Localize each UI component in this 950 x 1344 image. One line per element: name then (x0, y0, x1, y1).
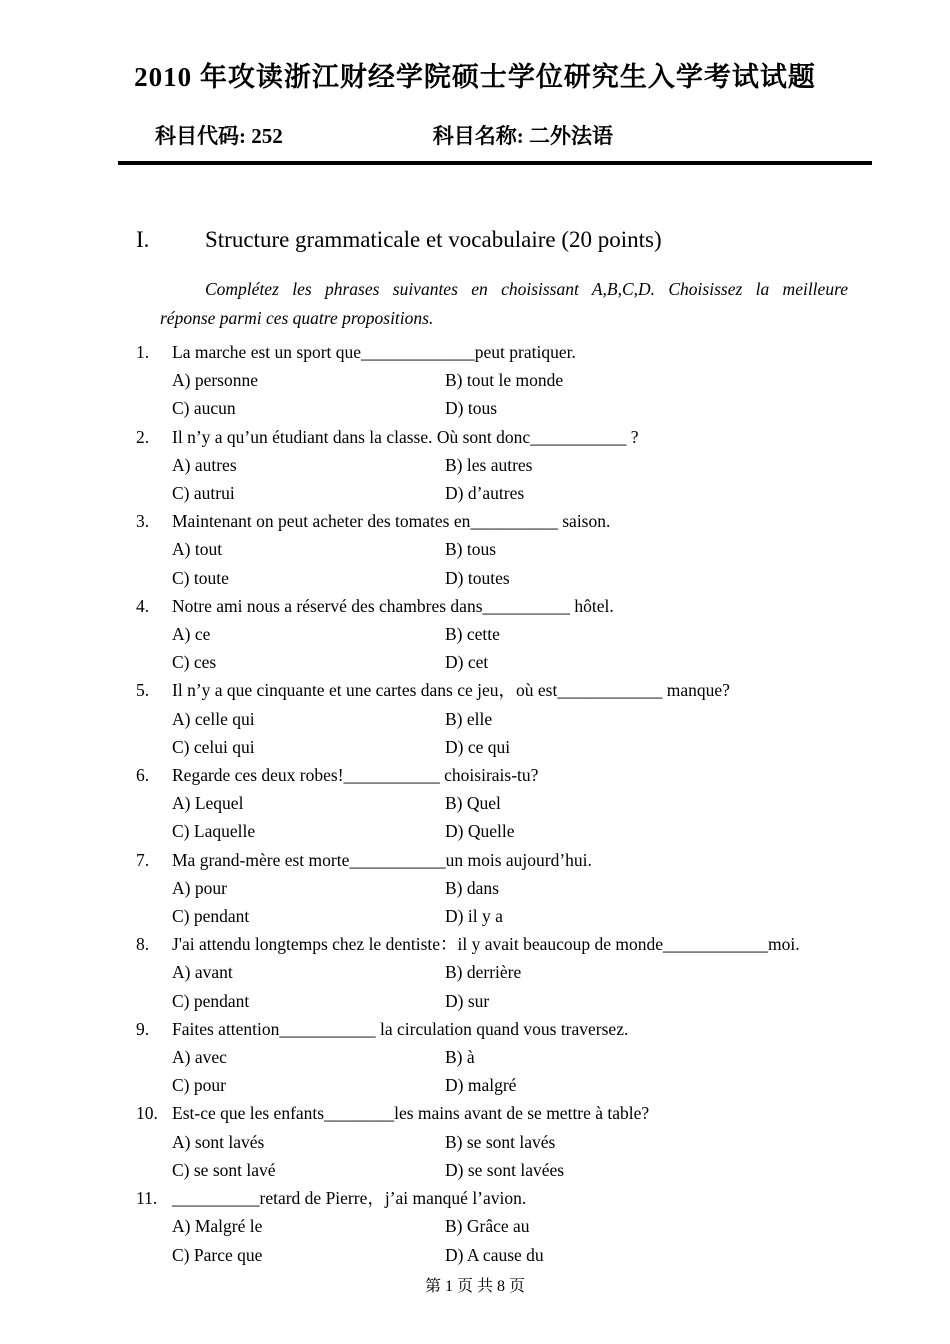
option-d: D) ce qui (445, 736, 511, 757)
option-a: A) celle qui (172, 708, 255, 729)
option-row-cd (0, 1241, 950, 1269)
option-row-ab (0, 705, 950, 733)
question-item (0, 507, 950, 592)
option-c: C) ces (172, 652, 217, 673)
option-c: C) pendant (172, 990, 250, 1011)
question-number: 8. (136, 934, 150, 955)
question-number: 5. (136, 680, 150, 701)
question-text: Il n’y a qu’un étudiant dans la classe. Où sont donc___________ ? (172, 426, 639, 447)
option-row-ab (0, 958, 950, 986)
option-a: A) Lequel (172, 793, 244, 814)
exam-title: 2010 年攻读浙江财经学院硕士学位研究生入学考试试题 (134, 62, 816, 92)
subject-name: 科目名称: 二外法语 (432, 124, 613, 148)
option-a: A) pour (172, 877, 227, 898)
option-a: A) ce (172, 624, 211, 645)
question-line (0, 1099, 950, 1127)
option-b: B) dans (445, 877, 499, 898)
option-d: D) cet (445, 652, 489, 673)
option-row-cd (0, 1156, 950, 1184)
option-c: C) Parce que (172, 1244, 263, 1265)
option-row-ab (0, 451, 950, 479)
option-d: D) se sont lavées (445, 1159, 565, 1180)
option-row-cd (0, 648, 950, 676)
subject-line (0, 124, 950, 148)
option-row-cd (0, 987, 950, 1015)
section-title: Structure grammaticale et vocabulaire (20 points) (205, 227, 662, 252)
section-numeral: I. (136, 227, 150, 252)
option-row-cd (0, 479, 950, 507)
option-row-ab (0, 1043, 950, 1071)
question-item (0, 761, 950, 846)
option-b: B) cette (445, 624, 500, 645)
option-d: D) A cause du (445, 1244, 544, 1265)
option-d: D) Quelle (445, 821, 515, 842)
question-line (0, 338, 950, 366)
question-list (0, 338, 950, 1269)
option-row-cd (0, 1071, 950, 1099)
question-number: 11. (136, 1188, 158, 1209)
question-item (0, 1099, 950, 1184)
option-row-ab (0, 874, 950, 902)
question-text: Notre ami nous a réservé des chambres dans__________ hôtel. (172, 595, 614, 616)
option-row-ab (0, 789, 950, 817)
question-line (0, 592, 950, 620)
option-c: C) Laquelle (172, 821, 256, 842)
option-c: C) pendant (172, 906, 250, 927)
question-text: Il n’y a que cinquante et une cartes dans ce jeu，où est____________ manque? (172, 680, 730, 701)
option-d: D) toutes (445, 567, 510, 588)
option-a: A) sont lavés (172, 1131, 265, 1152)
option-row-cd (0, 733, 950, 761)
question-item (0, 1184, 950, 1269)
option-a: A) tout (172, 539, 223, 560)
option-row-ab (0, 620, 950, 648)
option-c: C) toute (172, 567, 229, 588)
option-a: A) Malgré le (172, 1216, 263, 1237)
section-heading (0, 225, 950, 254)
option-a: A) avec (172, 1047, 227, 1068)
question-line (0, 676, 950, 704)
question-number: 2. (136, 426, 150, 447)
option-d: D) malgré (445, 1075, 517, 1096)
option-c: C) celui qui (172, 736, 255, 757)
question-line (0, 761, 950, 789)
option-row-ab (0, 1128, 950, 1156)
option-c: C) aucun (172, 398, 236, 419)
question-item (0, 592, 950, 677)
option-b: B) tous (445, 539, 497, 560)
question-text: J'ai attendu longtemps chez le dentiste：il y avait beaucoup de monde____________moi. (172, 934, 800, 955)
option-b: B) Quel (445, 793, 501, 814)
question-number: 1. (136, 342, 150, 362)
option-a: A) autres (172, 454, 237, 475)
option-row-cd (0, 902, 950, 930)
option-c: C) se sont lavé (172, 1159, 276, 1180)
option-b: B) tout le monde (445, 370, 564, 391)
option-b: B) les autres (445, 454, 533, 475)
option-c: C) autrui (172, 483, 235, 504)
question-number: 7. (136, 849, 150, 870)
question-line (0, 507, 950, 535)
option-b: B) à (445, 1047, 475, 1068)
question-item (0, 423, 950, 508)
question-item (0, 846, 950, 931)
option-row-ab (0, 366, 950, 394)
option-b: B) se sont lavés (445, 1131, 556, 1152)
question-text: Faites attention___________ la circulation quand vous traversez. (172, 1018, 629, 1039)
instructions-line: réponse parmi ces quatre propositions. (160, 308, 434, 328)
question-number: 9. (136, 1018, 150, 1039)
option-b: B) elle (445, 708, 493, 729)
question-text: Regarde ces deux robes!___________ choisirais-tu? (172, 765, 539, 786)
question-item (0, 930, 950, 1015)
question-line (0, 1015, 950, 1043)
question-text: Maintenant on peut acheter des tomates en__________ saison. (172, 511, 611, 532)
option-d: D) d’autres (445, 483, 525, 504)
question-line (0, 1184, 950, 1212)
subject-code: 科目代码: 252 (155, 124, 283, 148)
question-item (0, 1015, 950, 1100)
option-d: D) sur (445, 990, 490, 1011)
option-a: A) personne (172, 370, 259, 391)
question-item (0, 338, 950, 423)
option-d: D) il y a (445, 906, 503, 927)
option-row-cd (0, 564, 950, 592)
header-divider (118, 161, 872, 165)
option-c: C) pour (172, 1075, 226, 1096)
question-line (0, 423, 950, 451)
option-row-cd (0, 394, 950, 422)
question-item (0, 676, 950, 761)
question-text: Est-ce que les enfants________les mains avant de se mettre à table? (172, 1103, 650, 1124)
question-line (0, 846, 950, 874)
question-number: 4. (136, 595, 150, 616)
option-b: B) derrière (445, 962, 522, 983)
question-text: __________retard de Pierre，j’ai manqué l’avion. (172, 1188, 527, 1209)
option-a: A) avant (172, 962, 233, 983)
question-number: 6. (136, 765, 150, 786)
option-b: B) Grâce au (445, 1216, 530, 1237)
section-instructions (160, 275, 848, 333)
option-row-cd (0, 817, 950, 845)
option-d: D) tous (445, 398, 498, 419)
question-number: 3. (136, 511, 150, 532)
question-text: La marche est un sport que_____________peut pratiquer. (172, 342, 576, 362)
question-text: Ma grand-mère est morte___________un mois aujourd’hui. (172, 849, 592, 870)
instructions-line: Complétez les phrases suivantes en choisissant A,B,C,D. Choisissez la meilleure (205, 279, 848, 299)
page-number: 第 1 页 共 8 页 (424, 1277, 525, 1295)
option-row-ab (0, 535, 950, 563)
option-row-ab (0, 1212, 950, 1240)
question-line (0, 930, 950, 958)
question-number: 10. (136, 1103, 158, 1124)
